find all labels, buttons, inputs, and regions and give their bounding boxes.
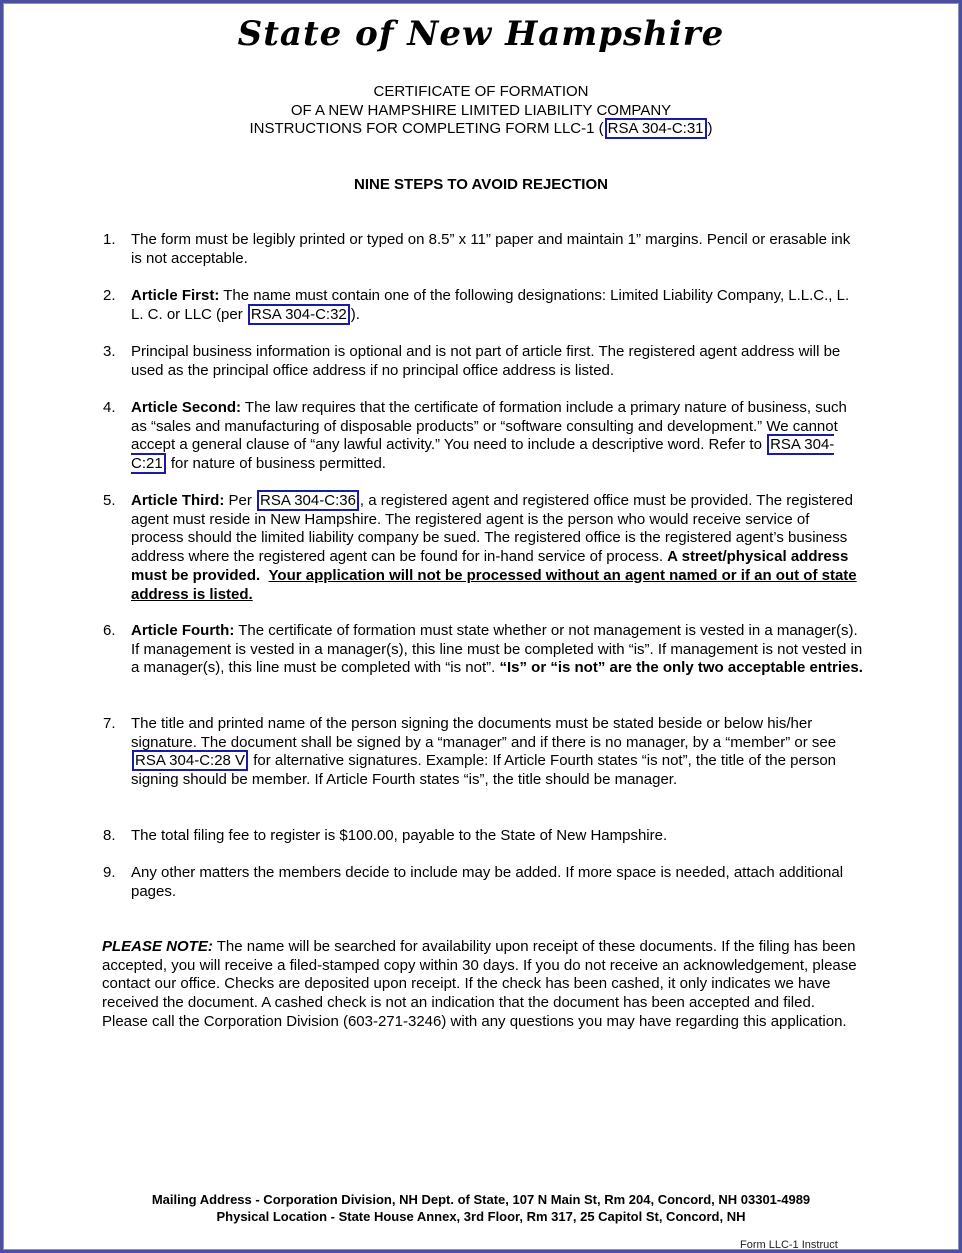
step-label: Article First: [131, 287, 220, 304]
step-4 [103, 399, 863, 474]
step-text [131, 715, 863, 790]
step-text-b: ). [350, 305, 360, 323]
step-label: Article Fourth: [131, 622, 235, 639]
step-label: Article Third: [131, 492, 225, 509]
step-8 [103, 827, 863, 846]
rsa-link-304-c-21[interactable]: RSA 304-C:21 [131, 436, 835, 473]
header-line-3 [0, 120, 962, 138]
step-text [131, 622, 863, 678]
step-text-b: for alternative signatures. Example: If Article Fourth states “is not”, the title of the person signing should be member. If Article Fourth states “is”, the title should be manager. [131, 752, 837, 789]
step-text-a: The title and printed name of the person signing the documents must be stated beside or below his/her signature. The document shall be signed by a “manager” and if there is no manager, by a “member” or see [131, 715, 837, 751]
step-number: 5. [103, 492, 116, 509]
steps-heading: NINE STEPS TO AVOID REJECTION [354, 176, 608, 193]
note-label: PLEASE NOTE: [102, 938, 213, 955]
step-number: 1. [103, 231, 116, 248]
step-bold-text: “Is” or “is not” are the only two acceptable entries. [499, 659, 863, 677]
step-number: 8. [103, 827, 116, 844]
step-text: Any other matters the members decide to include may be added. If more space is needed, attach additional pages. [131, 864, 844, 900]
rsa-link-304-c-36[interactable]: RSA 304-C:36 [257, 490, 359, 511]
step-text-b: , a registered agent and registered office must be provided. The registered agent must reside in New Hampshire. The registered agent is the person who would receive service of process should the limited liability company be sued. The registered office is the registered agent’s business address where the registered agent can be found for in-hand service of process. [131, 492, 853, 566]
step-warning-text: Your application will not be processed without an agent named or if an out of state address is listed. [131, 566, 857, 603]
step-6 [103, 622, 863, 678]
header-line-1: CERTIFICATE OF FORMATION [373, 83, 589, 100]
step-number: 2. [103, 287, 116, 304]
note-text: The name will be searched for availability upon receipt of these documents. If the filing has been accepted, you will receive a filed-stamped copy within 30 days. If you do not receive an acknowledgement, please contact our office. Checks are deposited upon receipt. If the check has been cashed, it only indicates we have received the document. A cashed check is not an indication that the document has been accepted and filed. Please call the Corporation Division (603-271-3246) with any questions you may have regarding this application. [102, 938, 857, 1030]
step-1 [103, 231, 863, 268]
please-note [102, 938, 862, 1032]
step-2 [103, 287, 863, 324]
physical-location: Physical Location - State House Annex, 3rd Floor, Rm 317, 25 Capitol St, Concord, NH [216, 1209, 746, 1224]
header-line-2: OF A NEW HAMPSHIRE LIMITED LIABILITY COMPANY [290, 102, 672, 119]
rsa-link-304-c-31[interactable]: RSA 304-C:31 [605, 118, 707, 139]
step-3 [103, 343, 863, 380]
step-bold-text: A street/physical address must be provided. [131, 548, 849, 584]
step-text: Principal business information is optional and is not part of article first. The registered agent address will be used as the principal office address if no principal office address is listed. [131, 343, 841, 379]
step-7 [103, 715, 863, 790]
step-text-a: Per [224, 492, 257, 509]
step-number: 6. [103, 622, 116, 639]
step-9 [103, 864, 863, 901]
step-text [131, 492, 863, 604]
step-text-a: The law requires that the certificate of formation include a primary nature of business, such as “sales and manufacturing of disposable products” or “software consulting and development.” We cannot accept a general clause of “any lawful activity.” You need to include a descriptive word. Refer to [131, 399, 847, 454]
header-line-3-suffix: ) [707, 120, 713, 137]
rsa-link-304-c-28-v[interactable]: RSA 304-C:28 V [132, 750, 248, 771]
step-text: The form must be legibly printed or typed on 8.5” x 11” paper and maintain 1” margins. Pencil or erasable ink is not acceptable. [131, 231, 851, 267]
form-id: Form LLC-1 Instruct [740, 1239, 838, 1251]
mailing-address: Mailing Address - Corporation Division, NH Dept. of State, 107 N Main St, Rm 204, Concord, NH 03301-4989 [151, 1192, 811, 1207]
step-number: 3. [103, 343, 116, 360]
step-label: Article Second: [131, 399, 242, 416]
step-5 [103, 492, 863, 604]
rsa-link-304-c-32[interactable]: RSA 304-C:32 [248, 304, 350, 325]
step-number: 7. [103, 715, 116, 732]
step-text-a: The certificate of formation must state whether or not management is vested in a manager(s). If management is vested in a manager(s), this line must be completed with “is”. If management is not vested in a manager(s), this line must be completed with “is not”. [131, 622, 863, 677]
step-text-a: The name must contain one of the following designations: Limited Liability Company, L.L.C., L. L. C. or LLC (per [131, 287, 850, 323]
header-line-3-prefix: INSTRUCTIONS FOR COMPLETING FORM LLC-1 ( [249, 120, 604, 137]
step-number: 9. [103, 864, 116, 881]
state-title: State of New Hampshire [237, 14, 725, 54]
step-text-b: for nature of business permitted. [166, 455, 386, 473]
step-text: The total filing fee to register is $100.00, payable to the State of New Hampshire. [131, 827, 668, 844]
step-text [131, 399, 863, 474]
step-number: 4. [103, 399, 116, 416]
step-text [131, 287, 863, 324]
